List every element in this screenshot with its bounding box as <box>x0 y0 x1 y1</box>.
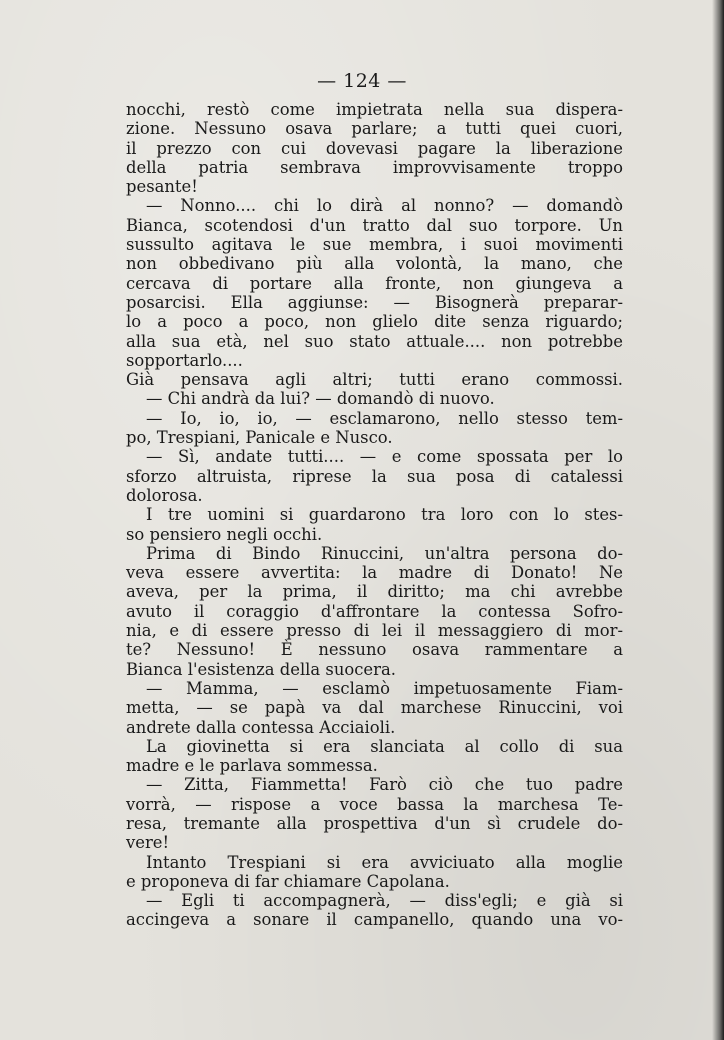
text-line: — Egli ti accompagnerà, — diss'egli; e già si <box>146 891 623 911</box>
text-line: vere! <box>126 833 170 853</box>
text-line: — Nonno.... chi lo dirà al nonno? — domandò <box>146 196 623 216</box>
text-line: aveva, per la prima, il diritto; ma chi avrebbe <box>126 582 623 602</box>
text-line: sforzo altruista, riprese la sua posa di catalessi <box>126 466 623 486</box>
text-line: metta, — se papà va dal marchese Rinuccini, voi <box>126 698 623 718</box>
page-number: — 124 — <box>317 70 407 92</box>
text-line: resa, tremante alla prospettiva d'un sì crudele do- <box>126 813 623 833</box>
text-line: sopportarlo.... <box>126 350 243 370</box>
text-line: Bianca l'esistenza della suocera. <box>126 659 396 679</box>
text-line: Intanto Trespiani si era avviciuato alla moglie <box>146 852 623 872</box>
text-line: della patria sembrava improvvisamente troppo <box>126 157 623 177</box>
text-line: non obbedivano più alla volontà, la mano, che <box>126 254 623 274</box>
text-line: avuto il coraggio d'affrontare la contessa Sofro- <box>126 601 623 621</box>
text-line: andrete dalla contessa Acciaioli. <box>126 717 396 737</box>
body-text <box>126 100 623 930</box>
text-line: — Chi andrà da lui? — domandò di nuovo. <box>146 389 495 409</box>
text-line: — Sì, andate tutti.... — e come spossata per lo <box>146 447 623 467</box>
text-line: Prima di Bindo Rinuccini, un'altra persona do- <box>146 543 623 563</box>
text-line: I tre uomini si guardarono tra loro con lo stes- <box>146 505 623 525</box>
text-line: nia, e di essere presso di lei il messaggiero di mor- <box>126 621 623 641</box>
text-line: lo a poco a poco, non glielo dite senza riguardo; <box>126 312 623 332</box>
text-line: madre e le parlava sommessa. <box>126 756 378 776</box>
text-line: dolorosa. <box>126 485 203 505</box>
text-line: veva essere avvertita: la madre di Donato! Ne <box>126 563 623 583</box>
text-line: il prezzo con cui dovevasi pagare la liberazione <box>126 138 623 158</box>
text-line: — Io, io, io, — esclamarono, nello stesso tem- <box>146 408 623 428</box>
text-line: nocchi, restò come impietrata nella sua dispera- <box>126 100 623 119</box>
text-line: — Zitta, Fiammetta! Farò ciò che tuo padre <box>146 775 623 795</box>
text-line: vorrà, — rispose a voce bassa la marchesa Te- <box>126 794 623 814</box>
page-edge-shadow <box>712 0 724 1040</box>
text-line: po, Trespiani, Panicale e Nusco. <box>126 428 393 448</box>
text-line: accingeva a sonare il campanello, quando una vo- <box>126 910 623 930</box>
text-line: cercava di portare alla fronte, non giungeva a <box>126 273 623 293</box>
text-line: so pensiero negli occhi. <box>126 524 323 544</box>
text-line: Bianca, scotendosi d'un tratto dal suo torpore. Un <box>126 215 623 235</box>
text-line: Già pensava agli altri; tutti erano commossi. <box>126 370 623 390</box>
text-line: — Mamma, — esclamò impetuosamente Fiam- <box>146 678 623 698</box>
text-line: sussulto agitava le sue membra, i suoi movimenti <box>126 235 623 255</box>
text-line: La giovinetta si era slanciata al collo di sua <box>146 736 623 756</box>
text-line: alla sua età, nel suo stato attuale.... non potrebbe <box>126 331 623 351</box>
text-line: zione. Nessuno osava parlare; a tutti quei cuori, <box>126 119 623 139</box>
text-line: te? Nessuno! È nessuno osava rammentare a <box>126 640 623 660</box>
text-line: posarcisi. Ella aggiunse: — Bisognerà preparar- <box>126 292 623 312</box>
text-line: pesante! <box>126 177 198 197</box>
text-line: e proponeva di far chiamare Capolana. <box>126 871 450 891</box>
